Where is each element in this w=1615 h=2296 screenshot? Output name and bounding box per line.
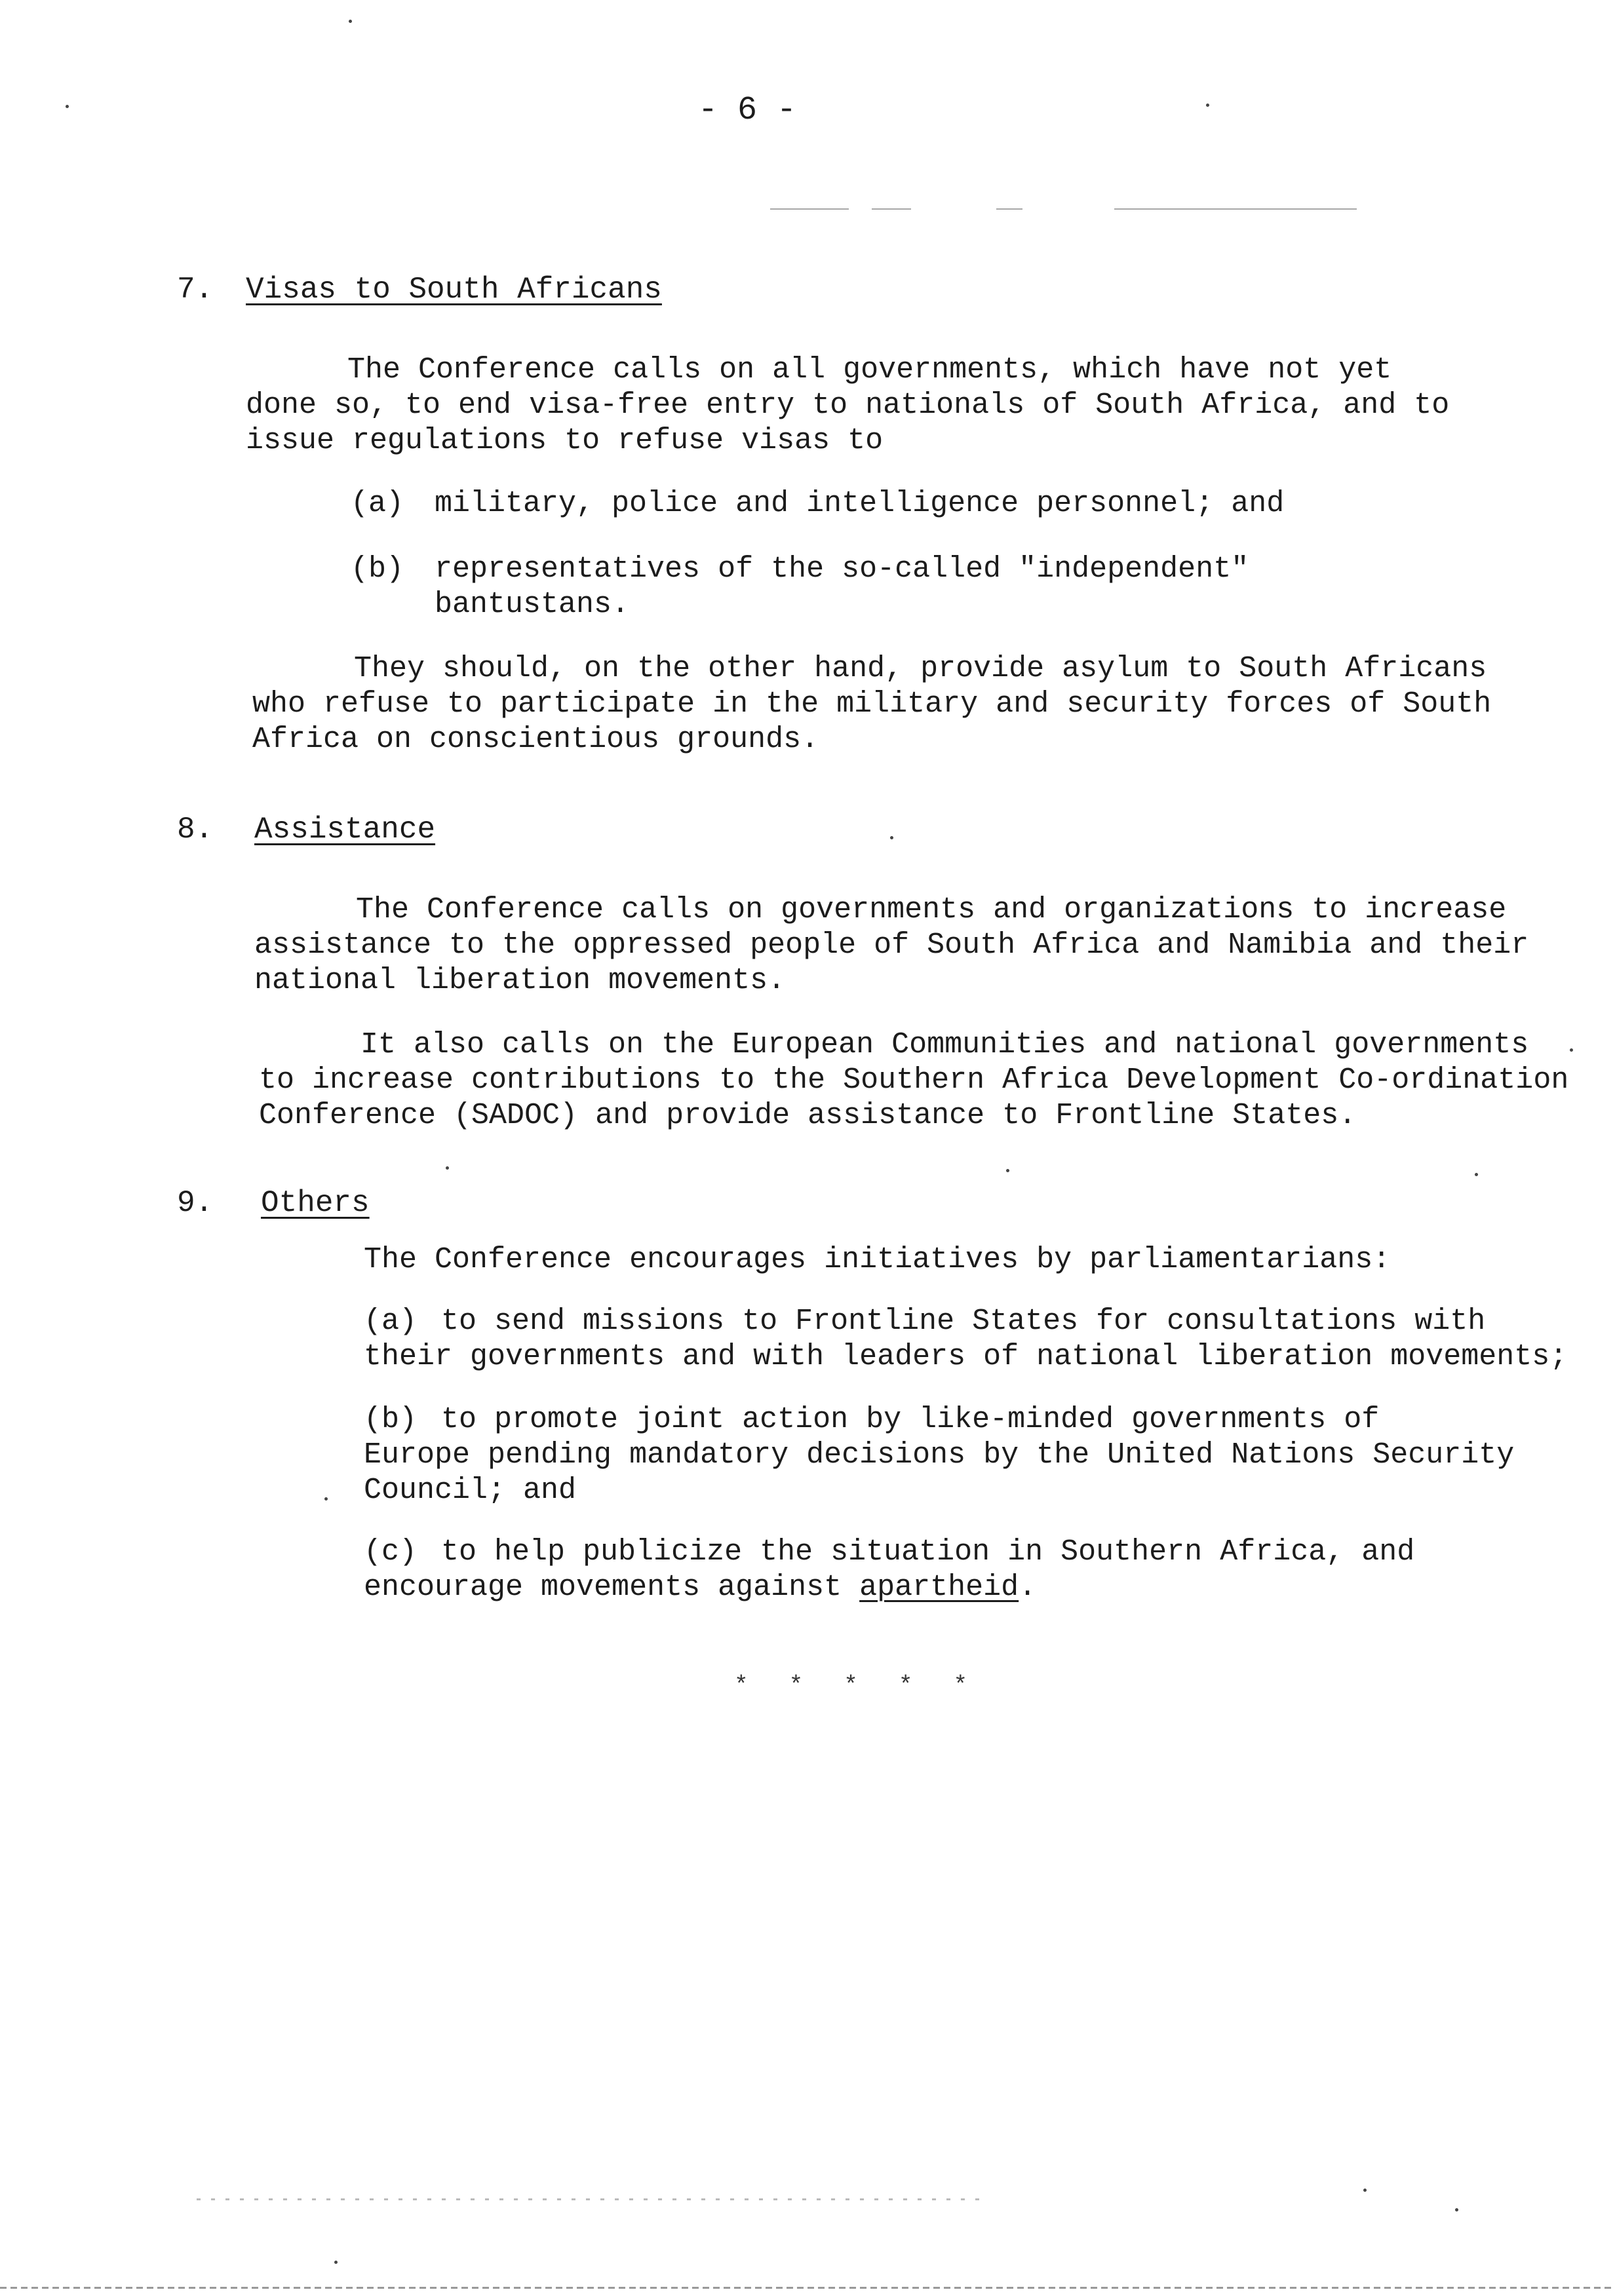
text-line: [364, 1570, 1540, 1605]
scan-speck: [334, 2261, 338, 2264]
section-7-intro: [177, 353, 1540, 459]
section-7-list: [177, 486, 1540, 622]
section-8-para-1: [177, 892, 1540, 999]
list-item-text: military, police and intelligence personnel; and: [435, 487, 1285, 520]
section-8-para-2: [177, 1027, 1569, 1134]
text-line: their governments and with leaders of national liberation movements;: [364, 1340, 1568, 1373]
list-item: [351, 486, 1540, 522]
asterisk-mark: *: [953, 1672, 968, 1699]
line-suffix: .: [1019, 1571, 1037, 1604]
section-title: Visas to South Africans: [246, 273, 662, 307]
scan-speck: [446, 1166, 449, 1170]
section-title: Others: [261, 1186, 370, 1220]
text-line: The Conference calls on all governments, which have not yet: [347, 353, 1392, 387]
list-item: [364, 1304, 1568, 1375]
section-heading: [177, 810, 1540, 849]
scan-speck: [1006, 1169, 1009, 1172]
text-line: They should, on the other hand, provide asylum to South Africans: [354, 652, 1487, 685]
page-number: - 6 -: [697, 92, 797, 129]
line-prefix: encourage movements against: [364, 1571, 860, 1604]
list-item: [364, 1535, 1540, 1605]
header-rule-segment: [996, 208, 1022, 210]
text-line: The Conference calls on governments and organizations to increase: [356, 893, 1507, 927]
list-item-label: (c): [364, 1535, 418, 1569]
asterisk-mark: *: [898, 1672, 913, 1699]
list-item-label: (b): [364, 1403, 418, 1436]
scan-speck: [1455, 2208, 1458, 2211]
scan-speck: [66, 105, 69, 108]
text-line: national liberation movements.: [254, 964, 786, 997]
list-item-text: to help publicize the situation in Southern Africa, and: [441, 1535, 1415, 1569]
scan-speck: [1570, 1048, 1573, 1052]
section-8: [177, 810, 1569, 1134]
list-item-text: to promote joint action by like-minded governments of: [441, 1403, 1380, 1436]
section-number: 8.: [177, 813, 214, 847]
section-heading: [177, 1183, 1540, 1223]
text-line: [364, 1535, 1540, 1570]
scan-speck: [324, 1497, 328, 1501]
scan-speck: [1475, 1173, 1478, 1176]
section-7: [177, 270, 1540, 757]
section-title: Assistance: [254, 813, 436, 847]
text-line: representatives of the so-called "independent": [435, 552, 1249, 586]
scan-speck: [349, 20, 352, 23]
section-9-body: [177, 1242, 1568, 1605]
emphasis-apartheid: apartheid: [859, 1571, 1019, 1604]
scan-speck: [890, 836, 893, 839]
text-line: [364, 1304, 1540, 1339]
scan-speck: [1363, 2189, 1367, 2192]
text-line: who refuse to participate in the military and security forces of South: [252, 687, 1492, 721]
text-line: assistance to the oppressed people of South Africa and Namibia and their: [254, 928, 1529, 962]
asterisk-mark: *: [734, 1672, 749, 1699]
asterisk-mark: *: [788, 1672, 804, 1699]
header-rule-segment: [1114, 208, 1357, 210]
list-item: [364, 1402, 1540, 1508]
section-heading: [177, 270, 1540, 309]
text-line: [364, 1402, 1540, 1438]
section-9: [177, 1183, 1568, 1605]
text-line: to increase contributions to the Southern Africa Development Co-ordination: [259, 1063, 1569, 1097]
header-rule-segment: [872, 208, 911, 210]
page-bottom-edge: [0, 2287, 1615, 2289]
text-line: It also calls on the European Communities and national governments: [360, 1028, 1529, 1062]
text-line: Conference (SADOC) and provide assistance to Frontline States.: [259, 1099, 1357, 1132]
list-item-label: (a): [364, 1305, 418, 1338]
text-line: done so, to end visa-free entry to nationals of South Africa, and to: [246, 389, 1450, 422]
list-item-label: (a): [351, 487, 404, 520]
text-line: issue regulations to refuse visas to: [246, 424, 884, 457]
section-number: 9.: [177, 1186, 214, 1220]
text-line: Europe pending mandatory decisions by the United Nations Security: [364, 1438, 1515, 1472]
list-item-text: [435, 552, 1249, 622]
list-item-text: to send missions to Frontline States for consultations with: [441, 1305, 1486, 1338]
end-of-document-marks: [734, 1672, 967, 1699]
section-number: 7.: [177, 273, 214, 307]
asterisk-mark: *: [844, 1672, 858, 1699]
section-7-closing: [177, 651, 1540, 757]
scan-speck: [1206, 104, 1209, 107]
text-line: Africa on conscientious grounds.: [252, 723, 819, 756]
header-rule-segment: [770, 208, 849, 210]
list-item: [351, 552, 1540, 622]
list-item-label: (b): [351, 552, 404, 586]
section-9-intro: The Conference encourages initiatives by parliamentarians:: [364, 1243, 1391, 1276]
text-line: Council; and: [364, 1474, 577, 1507]
scan-noise: [197, 2198, 983, 2200]
text-line: bantustans.: [435, 588, 630, 621]
